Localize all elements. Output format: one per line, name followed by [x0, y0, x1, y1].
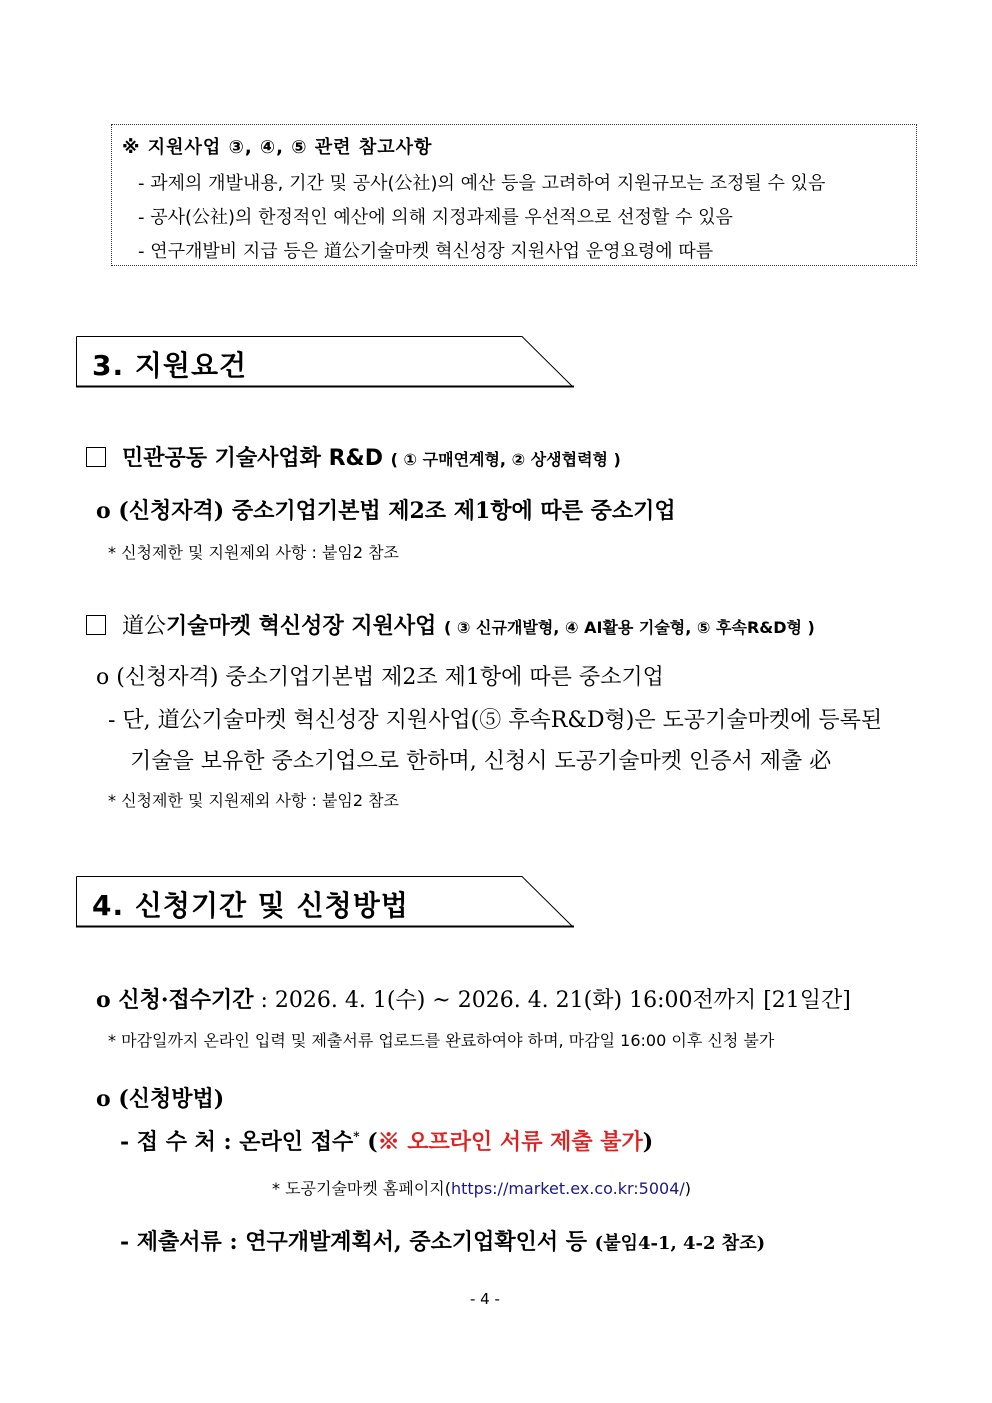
- item-1-qualification: o (신청자격) 중소기업기본법 제2조 제1항에 따른 중소기업: [96, 498, 676, 524]
- receipt-row: [120, 1125, 653, 1156]
- homepage-note: [272, 1176, 691, 1199]
- item-2-qualification: o (신청자격) 중소기업기본법 제2조 제1항에 따른 중소기업: [96, 665, 664, 690]
- documents-label: - 제출서류 : 연구개발계획서, 중소기업확인서 등: [120, 1229, 587, 1255]
- item-2-title: 기술마켓 혁신성장 지원사업: [166, 614, 437, 639]
- notice-line-2: - 공사(公社)의 한정적인 예산에 의해 지정과제를 우선적으로 선정할 수 있음: [138, 207, 733, 228]
- page-number: - 4 -: [470, 1290, 500, 1308]
- homepage-link[interactable]: https://market.ex.co.kr:5004/: [450, 1179, 685, 1198]
- item-2-detail-line-1: - 단, 道公기술마켓 혁신성장 지원사업(⑤ 후속R&D형)은 도공기술마켓에 등록된: [108, 708, 883, 733]
- section-4-header: [76, 876, 574, 928]
- item-2-note: * 신청제한 및 지원제외 사항 : 붙임2 참조: [108, 791, 400, 810]
- notice-title: ※ 지원사업 ③, ④, ⑤ 관련 참고사항: [122, 137, 433, 158]
- section-3-header: [76, 336, 574, 388]
- item-2-detail-line-2: 기술을 보유한 중소기업으로 한하며, 신청시 도공기술마켓 인증서 제출 必: [130, 749, 832, 774]
- period-note: * 마감일까지 온라인 입력 및 제출서류 업로드를 완료하여야 하며, 마감일 16:00 이후 신청 불가: [108, 1031, 775, 1050]
- period-value: : 2026. 4. 1(수) ~ 2026. 4. 21(화) 16:00전까지 [21일간]: [260, 988, 851, 1013]
- method-label: o (신청방법): [96, 1086, 225, 1112]
- documents-row: [120, 1225, 765, 1256]
- item-1-heading: [122, 441, 621, 472]
- item-2-heading: [122, 609, 815, 640]
- receipt-footnote-mark: *: [353, 1129, 360, 1144]
- item-1-tags: ( ① 구매연계형, ② 상생협력형 ): [390, 450, 621, 469]
- item-2-prefix: 道公: [122, 614, 167, 639]
- item-2-tags: ( ③ 신규개발형, ④ AI활용 기술형, ⑤ 후속R&D형 ): [444, 618, 815, 637]
- receipt-warning-close: ): [642, 1129, 654, 1155]
- item-1-title: 민관공동 기술사업화 R&D: [122, 446, 383, 471]
- item-1-note: * 신청제한 및 지원제외 사항 : 붙임2 참조: [108, 543, 400, 562]
- notice-box: [111, 124, 917, 266]
- homepage-note-suffix: ): [684, 1179, 692, 1198]
- notice-line-1: - 과제의 개발내용, 기간 및 공사(公社)의 예산 등을 고려하여 지원규모는 조정될 수 있음: [138, 173, 826, 194]
- notice-line-3: - 연구개발비 지급 등은 道公기술마켓 혁신성장 지원사업 운영요령에 따름: [138, 241, 714, 262]
- section-4-title: 4. 신청기간 및 신청방법: [92, 889, 409, 922]
- documents-ref: (붙임4-1, 4-2 참조): [594, 1233, 766, 1254]
- homepage-note-prefix: * 도공기술마켓 홈페이지(: [272, 1179, 451, 1198]
- checkbox-item-1: [86, 447, 106, 467]
- period-row: [96, 983, 851, 1014]
- section-3-title: 3. 지원요건: [92, 349, 248, 382]
- checkbox-item-2: [86, 615, 106, 635]
- period-label: o 신청·접수기간: [96, 987, 254, 1013]
- receipt-warning: ※ 오프라인 서류 제출 불가: [377, 1129, 643, 1155]
- receipt-warning-open: (: [367, 1129, 378, 1155]
- receipt-label: - 접 수 처 : 온라인 접수: [120, 1129, 354, 1155]
